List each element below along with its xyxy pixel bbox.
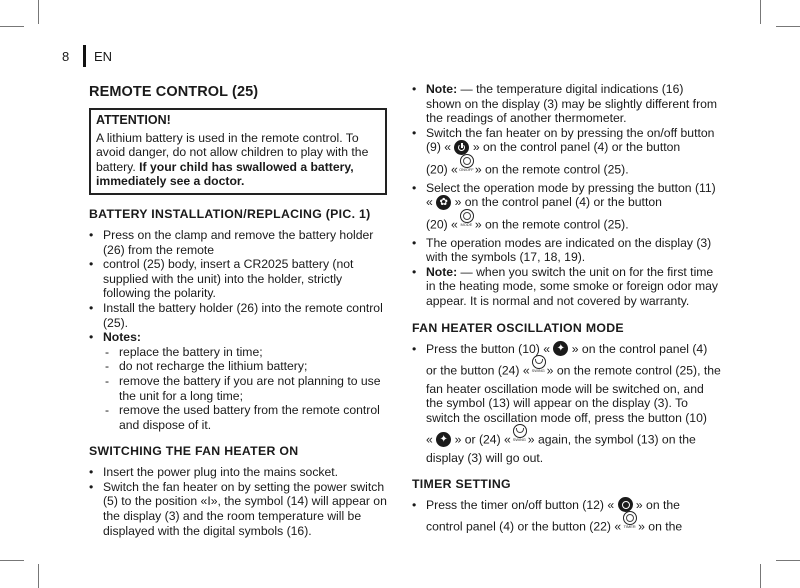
- list-item: [412, 342, 722, 466]
- note-item: - remove the used battery from the remote control and dispose of it.: [103, 403, 387, 432]
- crop-mark-bottom-left: [38, 564, 39, 588]
- text-fragment: control panel (4) or the button (22) «: [426, 520, 622, 535]
- text-fragment: » on the: [635, 498, 680, 513]
- crop-mark-right-top: [776, 26, 800, 27]
- crop-mark-left-bottom: [0, 560, 24, 561]
- battery-list: [89, 228, 387, 432]
- attention-warning: If your child has swallowed a battery, immediately see a doctor.: [96, 159, 354, 189]
- remote-swing-icon: SWING: [511, 424, 528, 445]
- text-fragment: Press the timer on/off button (12) «: [426, 498, 615, 513]
- attention-box: [89, 108, 387, 195]
- note-text: — the temperature digital indications (16) shown on the display (3) may be slightly different from the readings of another thermometer.: [426, 82, 718, 126]
- text-fragment: » on the remote control (25), the fan heater oscillation mode will be switched on, and the symbol (13) will appear on the display (3). To switch the oscillation mode off, press the button (10): [426, 363, 721, 425]
- list-item: [412, 498, 722, 538]
- text-fragment: » again, the symbol (13) on the display (3) will go out.: [426, 432, 696, 465]
- note-item: - replace the battery in time;: [103, 345, 387, 360]
- notes-item: [89, 330, 387, 432]
- note-item: - do not recharge the lithium battery;: [103, 359, 387, 374]
- text-fragment: » on the control panel (4): [571, 341, 708, 356]
- remote-onoff-icon: ON/OFF: [458, 154, 475, 175]
- text-fragment: » on the remote control (25).: [474, 217, 629, 232]
- text-fragment: Press the button (10) «: [426, 341, 550, 356]
- text-fragment: Select the operation mode by pressing the button (11) «: [426, 180, 716, 210]
- list-item: • Switch the fan heater on by setting the power switch (5) to the position «I», the symbol (14) will appear on the display (3) and the room temperature will be displayed with the digital symbols (16).: [89, 480, 387, 538]
- list-item: • control (25) body, insert a CR2025 battery (not supplied with the unit) into the holder, strictly following the polarity.: [89, 257, 387, 301]
- note-label: Note:: [426, 264, 458, 279]
- timer-heading: TIMER SETTING: [412, 477, 511, 492]
- attention-body: [96, 131, 380, 189]
- crop-mark-top-left: [38, 0, 39, 24]
- list-item: [412, 181, 722, 236]
- text-fragment: or the button (24) «: [426, 363, 530, 378]
- switching-list: [89, 465, 387, 538]
- text-fragment: » on the: [638, 520, 683, 535]
- timer-button-icon: [618, 497, 633, 512]
- attention-text: A lithium battery is used in the remote control. To avoid danger, do not allow children to play with the battery.: [96, 130, 369, 174]
- crop-mark-bottom-right: [760, 564, 761, 588]
- text-fragment: (20) «: [426, 162, 458, 177]
- mode-button-icon: [436, 195, 451, 210]
- remote-swing-icon: SWING: [530, 355, 547, 376]
- timer-list: [412, 498, 722, 538]
- battery-heading: BATTERY INSTALLATION/REPLACING (PIC. 1): [89, 206, 371, 221]
- left-column: [89, 82, 387, 550]
- text-fragment: » or (24) «: [454, 432, 511, 447]
- oscillation-heading: FAN HEATER OSCILLATION MODE: [412, 320, 624, 335]
- text-fragment: » on the remote control (25).: [474, 162, 629, 177]
- page-divider: [83, 45, 86, 67]
- list-item: [412, 126, 722, 181]
- text-fragment: » on the control panel (4) or the button: [454, 195, 662, 210]
- list-item: • Press on the clamp and remove the battery holder (26) from the remote: [89, 228, 387, 257]
- list-item: [412, 82, 722, 126]
- list-item: • The operation modes are indicated on the display (3) with the symbols (17, 18, 19).: [412, 236, 722, 265]
- notes-label: Notes:: [103, 330, 141, 345]
- power-button-icon: [454, 140, 469, 155]
- oscillation-button-icon: [436, 432, 451, 447]
- oscillation-button-icon: [553, 341, 568, 356]
- note-item: - remove the battery if you are not planning to use the unit for a long time;: [103, 374, 387, 403]
- text-fragment: (20) «: [426, 217, 458, 232]
- remote-mode-icon: MODE: [458, 209, 475, 230]
- operation-list: [412, 82, 722, 309]
- oscillation-list: [412, 342, 722, 466]
- section-title-remote: REMOTE CONTROL (25): [89, 84, 259, 100]
- text-fragment: «: [426, 432, 433, 447]
- language-code: EN: [94, 49, 113, 64]
- text-fragment: » on the control panel (4) or the button: [472, 140, 681, 155]
- attention-heading: ATTENTION!: [96, 113, 171, 127]
- list-item: • Insert the power plug into the mains socket.: [89, 465, 387, 480]
- crop-mark-left-top: [0, 26, 24, 27]
- notes-list: [103, 345, 387, 433]
- list-item: [412, 265, 722, 309]
- list-item: • Install the battery holder (26) into the remote control (25).: [89, 301, 387, 330]
- text-fragment: Switch the fan heater on by pressing the on/off button (9) «: [426, 125, 715, 155]
- note-label: Note:: [426, 82, 458, 96]
- crop-mark-top-right: [760, 0, 761, 24]
- right-column: [412, 82, 722, 550]
- page-number: 8: [62, 49, 70, 64]
- remote-timer-icon: TIMER: [621, 511, 638, 532]
- note-text: — when you switch the unit on for the first time in the heating mode, some smoke or foreign odor may appear. It is normal and not covered by warranty.: [426, 264, 718, 308]
- switching-heading: SWITCHING THE FAN HEATER ON: [89, 444, 299, 459]
- crop-mark-right-bottom: [776, 560, 800, 561]
